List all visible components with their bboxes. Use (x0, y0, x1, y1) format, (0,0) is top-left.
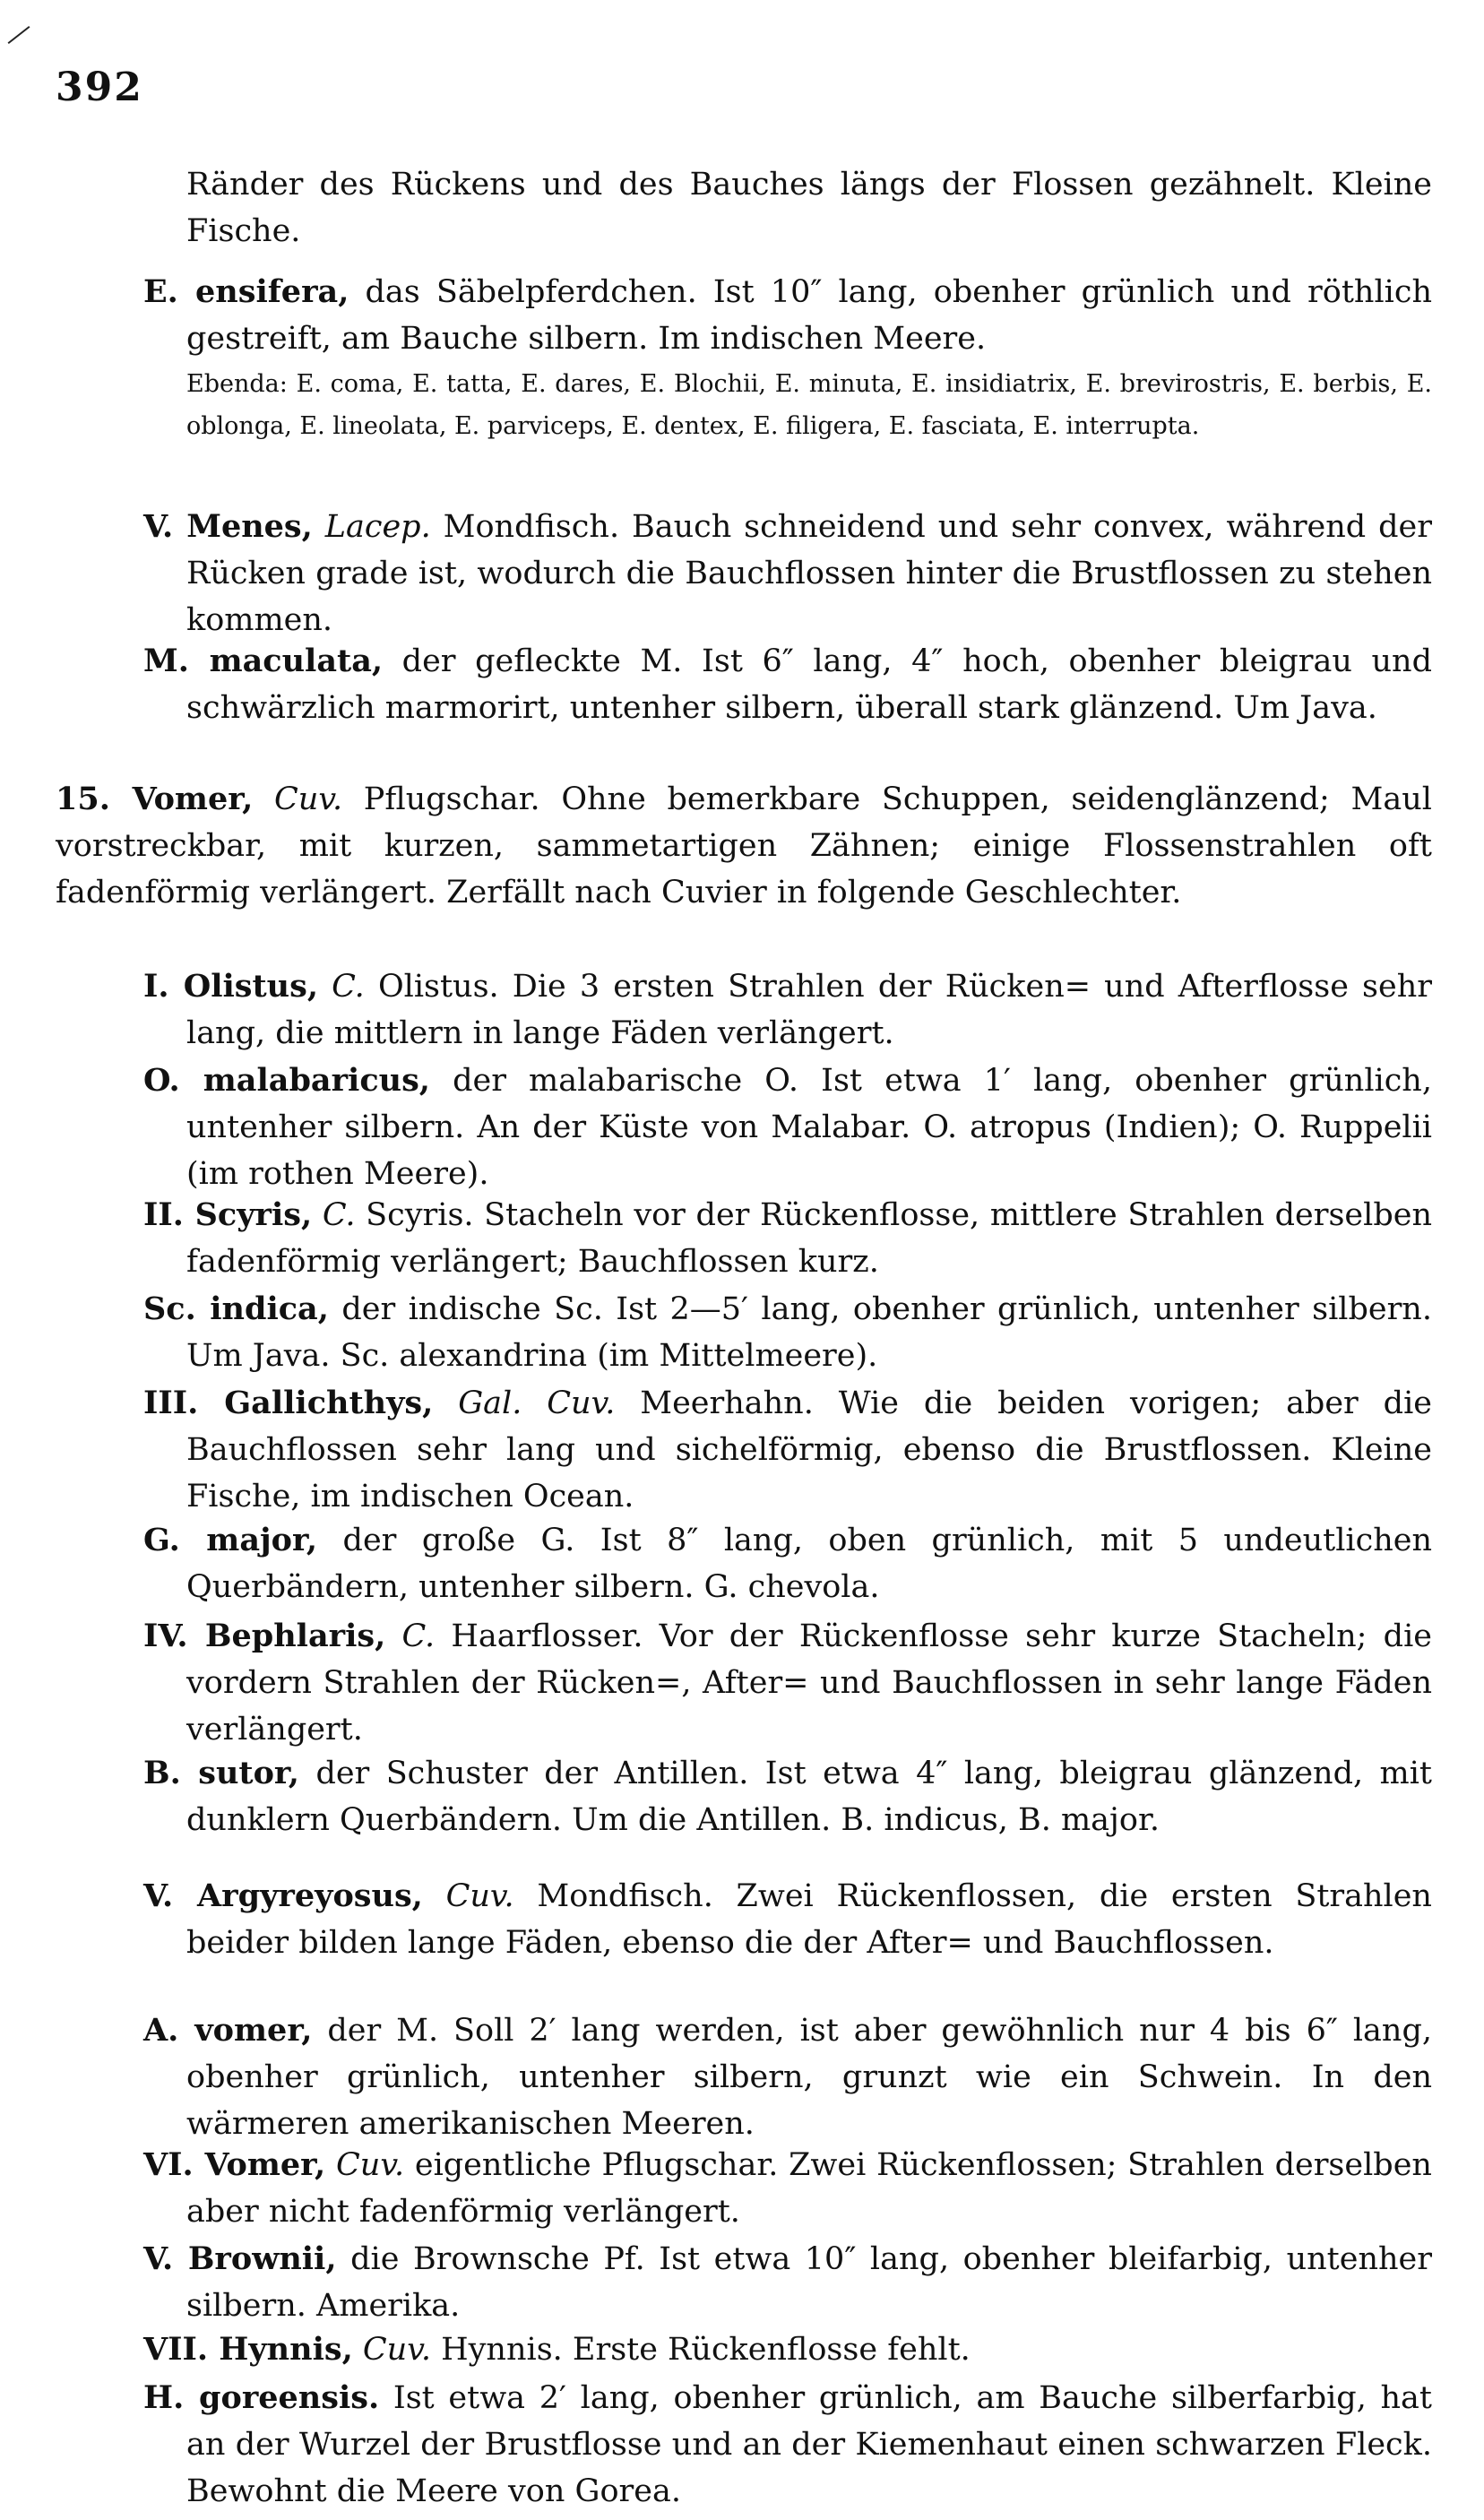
genus-author: Cuv. (445, 1878, 514, 1914)
text-block (186, 161, 1432, 255)
genus-label: VI. Vomer, (143, 2146, 326, 2183)
species-list-text: Ebenda: E. coma, E. tatta, E. dares, E. Blochii, E. minuta, E. insidiatrix, E. brevirostris, E. berbis, E. oblonga, E. lineolata, E. parviceps, E. dentex, E. filigera, E. fasciata, E. interrupta. (186, 370, 1432, 440)
genus-text: Mondfisch. Zwei Rückenflossen, die ersten Strahlen beider bilden lange Fäden, ebenso die der After= und Bauchflossen. (186, 1878, 1432, 1961)
genus-author: Cuv. (336, 2147, 405, 2183)
family-author: Cuv. (274, 781, 343, 817)
species-entry (143, 638, 1432, 731)
genus-text: Meerhahn. Wie die beiden vorigen; aber die Bauchflossen sehr lang und sichelförmig, ebenso die Brustflossen. Kleine Fische, im indischen Ocean. (186, 1385, 1432, 1515)
genus-entry (143, 1192, 1432, 1285)
family-entry (56, 776, 1432, 916)
genus-entry (143, 1380, 1432, 1520)
genus-entry (143, 963, 1432, 1057)
species-label: B. sutor, (143, 1755, 299, 1791)
species-label: M. maculata, (143, 643, 384, 679)
species-text: der M. Soll 2′ lang werden, ist aber gewöhnlich nur 4 bis 6″ lang, obenher grünlich, untenher silbern, grunzt wie ein Schwein. In den wärmeren amerikanischen Meeren. (186, 2013, 1432, 2142)
species-text: der malabarische O. Ist etwa 1′ lang, obenher grünlich, untenher silbern. An der Küste von Malabar. O. atropus (Indien); O. Ruppelii (im rothen Meere). (186, 1063, 1432, 1192)
genus-author: Gal. Cuv. (458, 1385, 616, 1421)
species-text: Ist etwa 2′ lang, obenher grünlich, am Bauche silberfarbig, hat an der Wurzel der Brustflosse und an der Kiemenhaut einen schwarzen Fleck. Bewohnt die Meere von Gorea. (186, 2380, 1432, 2509)
genus-author: C. (332, 969, 365, 1005)
genus-text: Olistus. Die 3 ersten Strahlen der Rücken= und Afterflosse sehr lang, die mittlern in lange Fäden verlängert. (186, 969, 1432, 1051)
genus-text: Mondfisch. Bauch schneidend und sehr convex, während der Rücken grade ist, wodurch die Bauchflossen hinter die Brustflossen zu stehen kommen. (186, 509, 1432, 638)
species-text: der indische Sc. Ist 2—5′ lang, obenher grünlich, untenher silbern. Um Java. Sc. alexandrina (im Mittelmeere). (186, 1291, 1432, 1374)
genus-entry (143, 1613, 1432, 1753)
genus-label: III. Gallichthys, (143, 1385, 434, 1421)
genus-entry (143, 2326, 1432, 2373)
block-text: Ränder des Rückens und des Bauches längs der Flossen gezähnelt. Kleine Fische. (186, 167, 1432, 249)
species-entry (143, 2007, 1432, 2147)
genus-label: II. Scyris, (143, 1196, 313, 1233)
genus-entry (143, 2142, 1432, 2235)
species-text: der große G. Ist 8″ lang, oben grünlich, mit 5 undeutlichen Querbändern, untenher silbern. G. chevola. (186, 1523, 1432, 1605)
family-text: Pflugschar. Ohne bemerkbare Schuppen, seidenglänzend; Maul vorstreckbar, mit kurzen, sammetartigen Zähnen; einige Flossenstrahlen oft fadenförmig verlängert. Zerfällt nach Cuvier in folgende Geschlechter. (56, 781, 1432, 910)
species-text: der gefleckte M. Ist 6″ lang, 4″ hoch, obenher bleigrau und schwärzlich marmorirt, untenher silbern, überall stark glänzend. Um Java. (186, 643, 1432, 726)
species-entry (143, 269, 1432, 362)
species-text: das Säbelpferdchen. Ist 10″ lang, obenher grünlich und röthlich gestreift, am Bauche silbern. Im indischen Meere. (186, 274, 1432, 357)
species-entry (143, 2375, 1432, 2515)
genus-entry (143, 504, 1432, 643)
genus-label: IV. Bephlaris, (143, 1618, 386, 1654)
genus-entry (143, 1873, 1432, 1966)
genus-label: VII. Hynnis, (143, 2331, 353, 2368)
species-entry (143, 1286, 1432, 1379)
species-label: O. malabaricus, (143, 1062, 430, 1099)
species-label: Sc. indica, (143, 1290, 329, 1327)
species-label: V. Brownii, (143, 2240, 337, 2277)
corner-mark (8, 26, 30, 44)
species-text: die Brownsche Pf. Ist etwa 10″ lang, obenher bleifarbig, untenher silbern. Amerika. (186, 2241, 1432, 2324)
genus-author: Lacep. (324, 509, 431, 545)
genus-author: C. (401, 1618, 436, 1654)
species-label: E. ensifera, (143, 273, 349, 310)
genus-text: Haarflosser. Vor der Rückenflosse sehr kurze Stacheln; die vordern Strahlen der Rücken=, After= und Bauchflossen in sehr lange Fäden verlängert. (186, 1618, 1432, 1748)
family-label: 15. Vomer, (56, 781, 254, 817)
genus-text: Scyris. Stacheln vor der Rückenflosse, mittlere Strahlen derselben fadenförmig verlängert; Bauchflossen kurz. (186, 1197, 1432, 1280)
genus-author: Cuv. (362, 2332, 431, 2368)
genus-author: C. (322, 1197, 356, 1233)
genus-label: V. Argyreyosus, (143, 1877, 423, 1914)
species-entry (143, 1057, 1432, 1197)
species-entry (143, 1750, 1432, 1843)
genus-text: Hynnis. Erste Rückenflosse fehlt. (441, 2332, 971, 2368)
species-entry (143, 2236, 1432, 2329)
page-number: 392 (56, 65, 143, 110)
species-text: der Schuster der Antillen. Ist etwa 4″ lang, bleigrau glänzend, mit dunklern Querbändern. Um die Antillen. B. indicus, B. major. (186, 1756, 1432, 1838)
species-entry (143, 1517, 1432, 1610)
genus-label: V. Menes, (143, 508, 313, 545)
genus-text: eigentliche Pflugschar. Zwei Rückenflossen; Strahlen derselben aber nicht fadenförmig verlängert. (186, 2147, 1432, 2230)
species-list (186, 363, 1432, 447)
species-label: G. major, (143, 1522, 318, 1558)
genus-label: I. Olistus, (143, 968, 319, 1005)
species-label: A. vomer, (143, 2012, 313, 2049)
species-label: H. goreensis. (143, 2379, 380, 2416)
